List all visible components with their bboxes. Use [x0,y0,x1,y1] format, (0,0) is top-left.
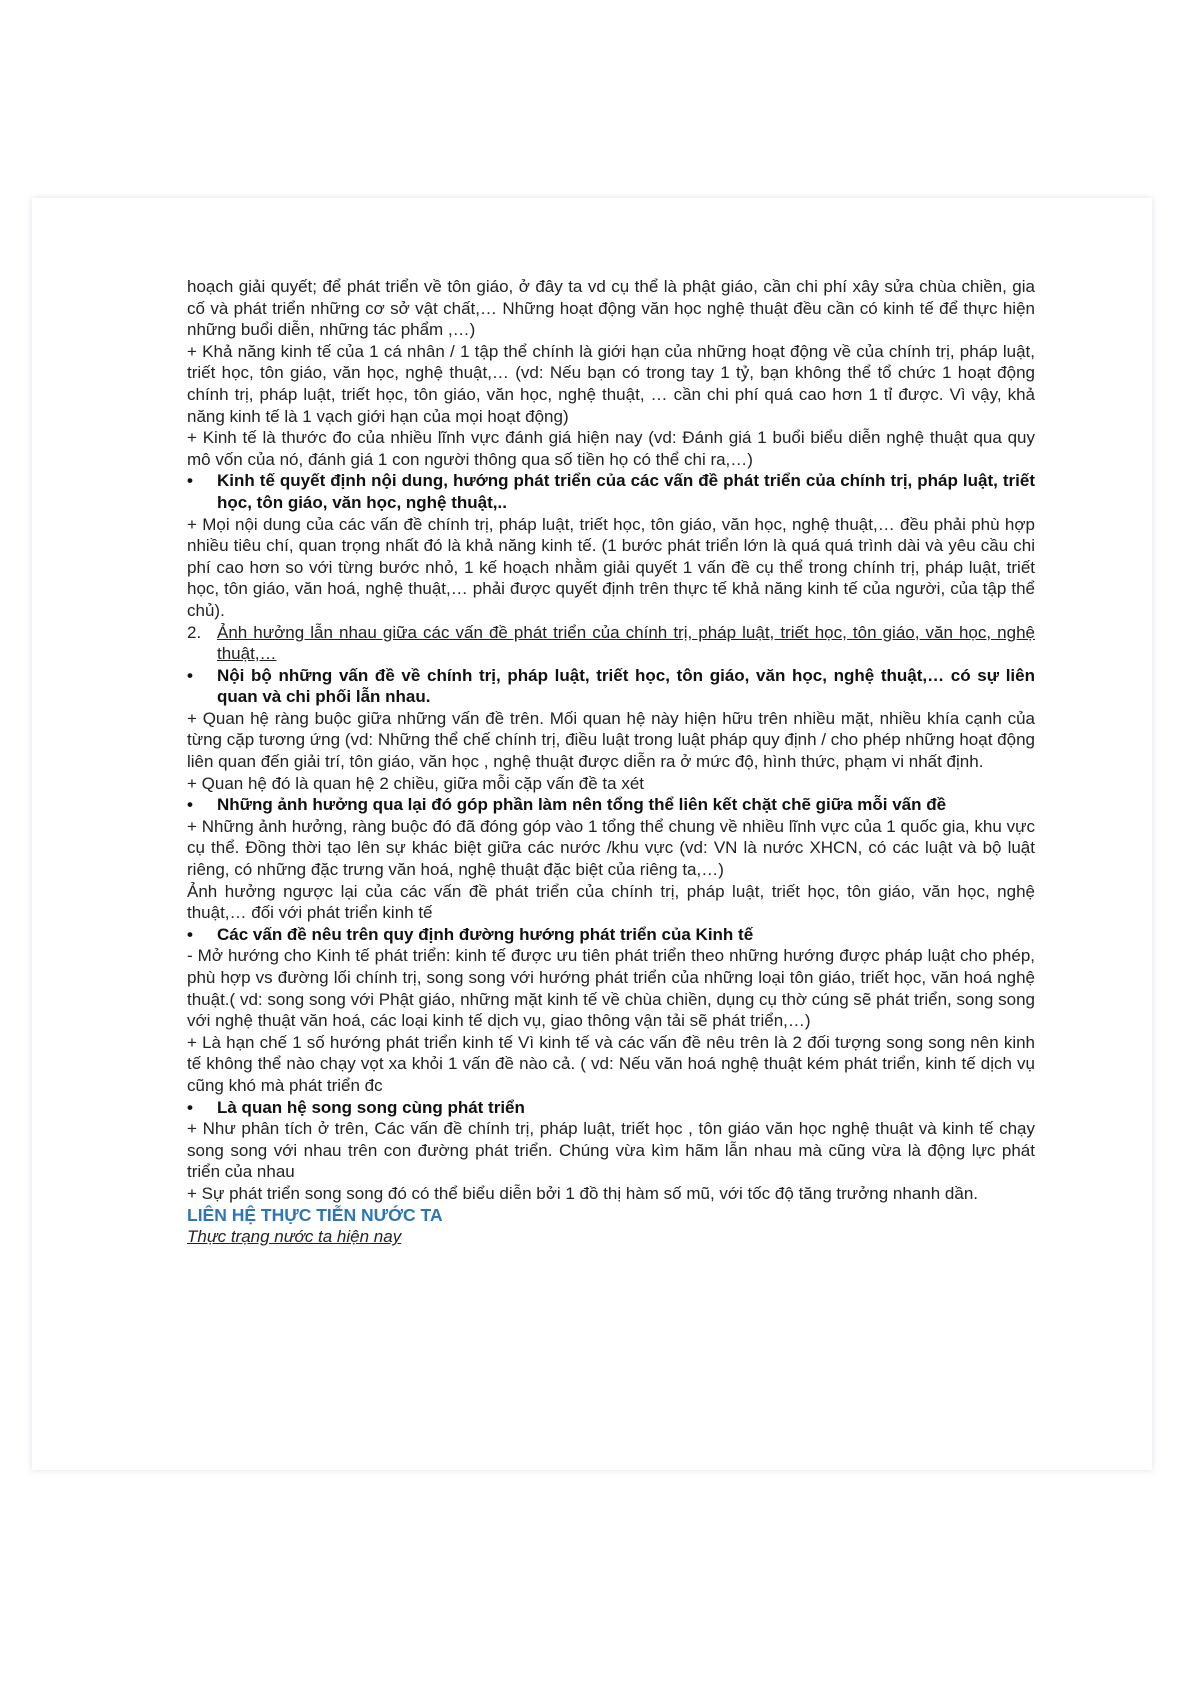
document-page [32,198,1152,1470]
bullet-marker: • [187,471,193,491]
body-paragraph: + Sự phát triển song song đó có thể biểu diễn bởi 1 đồ thị hàm số mũ, với tốc độ tăng trưởng nhanh dần. [187,1183,979,1203]
body-paragraph: + Quan hệ ràng buộc giữa những vấn đề trên. Mối quan hệ này hiện hữu trên nhiều mặt, nhiều khía cạnh của từng cặp tương ứng (vd: Những thể chế chính trị, điều luật trong luật pháp quy định / cho phép những hoạt động liên quan đến giải trí, tôn giáo, văn học , nghệ thuật được diễn ra ở mức độ, hình thức, phạm vi nhất định. [187,708,1035,772]
section-subheading: Thực trạng nước ta hiện nay [187,1227,402,1247]
body-paragraph: + Là hạn chế 1 số hướng phát triển kinh tế Vì kinh tế và các vấn đề nêu trên là 2 đối tượng song song nên kinh tế không thể nào chạy vọt xa khỏi 1 vấn đề nào cả. ( vd: Nếu văn hoá nghệ thuật kém phát triển, kinh tế dịch vụ cũng khó mà phát triển đc [187,1032,1035,1095]
body-paragraph: + Mọi nội dung của các vấn đề chính trị, pháp luật, triết học, tôn giáo, văn học, nghệ thuật,… đều phải phù hợp nhiều tiêu chí, quan trọng nhất đó là khả năng kinh tế. (1 bước phát triển lớn là quá quá trình dài và yêu cầu chi phí cao hơn so với từng bước nhỏ, 1 kế hoạch nhằm giải quyết 1 vấn đề cụ thể trong chính trị, pháp luật, triết học, tôn giáo, văn hoá, nghệ thuật,… phải được quyết định trên thực tế khả năng kinh tế của người, của tập thể chủ). [187,514,1035,620]
bullet-text: Nội bộ những vấn đề về chính trị, pháp luật, triết học, tôn giáo, văn học, nghệ thuật,… có sự liên quan và chi phối lẫn nhau. [217,665,1035,707]
bullet-item [187,470,1035,513]
bullet-item [187,794,1035,816]
body-paragraph: + Những ảnh hưởng, ràng buộc đó đã đóng góp vào 1 tổng thể chung về nhiều lĩnh vực của 1 quốc gia, khu vực cụ thể. Đồng thời tạo lên sự khác biệt giữa các nước /khu vực (vd: VN là nước XHCN, có các luật và bộ luật riêng, có những đặc trưng văn hoá, nghệ thuật đặc biệt của riêng ta,…) [187,816,1035,880]
body-paragraph: + Kinh tế là thước đo của nhiều lĩnh vực đánh giá hiện nay (vd: Đánh giá 1 buổi biểu diễn nghệ thuật qua quy mô vốn của nó, đánh giá 1 con người thông qua số tiền họ có thể chi ra,…) [187,428,1035,469]
bullet-marker: • [187,1097,193,1117]
list-number: 2. [187,622,202,642]
bullet-item [187,924,1035,946]
page-content [187,276,1035,1248]
numbered-heading [187,622,1035,665]
bullet-marker: • [187,795,193,815]
body-paragraph: + Quan hệ đó là quan hệ 2 chiều, giữa mỗi cặp vấn đề ta xét [187,773,644,793]
body-paragraph: - Mở hướng cho Kinh tế phát triển: kinh tế được ưu tiên phát triển theo những hướng được pháp luật cho phép, phù hợp vs đường lối chính trị, song song với hướng phát triển của những loại tôn giáo, triết học, văn hoá nghệ thuật.( vd: song song với Phật giáo, những mặt kinh tế về chùa chiền, dụng cụ thờ cúng sẽ phát triển, song song với nghệ thuật văn hoá, các loại kinh tế dịch vụ, giao thông vận tải sẽ phát triển,…) [187,946,1035,1031]
bullet-text: Kinh tế quyết định nội dung, hướng phát triển của các vấn đề phát triển của chính trị, pháp luật, triết học, tôn giáo, văn học, nghệ thuật,.. [217,471,1035,512]
bullet-marker: • [187,924,193,944]
bullet-text: Là quan hệ song song cùng phát triển [217,1097,525,1117]
section-heading: LIÊN HỆ THỰC TIỄN NƯỚC TA [187,1204,443,1225]
bullet-marker: • [187,665,193,685]
body-paragraph: Ảnh hưởng ngược lại của các vấn đề phát triển của chính trị, pháp luật, triết học, tôn giáo, văn học, nghệ thuật,… đối với phát triển kinh tế [187,881,1035,923]
body-paragraph: + Khả năng kinh tế của 1 cá nhân / 1 tập thể chính là giới hạn của những hoạt động về của chính trị, pháp luật, triết học, tôn giáo, văn học, nghệ thuật,… (vd: Nếu bạn có trong tay 1 tỷ, bạn không thể tổ chức 1 hoạt động chính trị, pháp luật, triết học, tôn giáo, văn học, nghệ thuật, … cần chi phí quá cao hơn 1 tỉ được. Vì vậy, khả năng kinh tế là 1 vạch giới hạn của mọi hoạt động) [187,341,1035,426]
bullet-item [187,665,1035,708]
body-paragraph: hoạch giải quyết; để phát triển về tôn giáo, ở đây ta vd cụ thể là phật giáo, cần chi phí xây sửa chùa chiền, gia cố và phát triển những cơ sở vật chất,… Những hoạt động văn học nghệ thuật đều cần có kinh tế để thực hiện những buổi diễn, những tác phẩm ,…) [187,277,1035,340]
numbered-heading-text: Ảnh hưởng lẫn nhau giữa các vấn đề phát triển của chính trị, pháp luật, triết học, tôn giáo, văn học, nghệ thuật,… [217,622,1035,664]
bullet-text: Các vấn đề nêu trên quy định đường hướng phát triển của Kinh tế [217,924,754,944]
bullet-item [187,1097,1035,1119]
bullet-text: Những ảnh hưởng qua lại đó góp phần làm nên tổng thể liên kết chặt chẽ giữa mỗi vấn đề [217,795,947,815]
body-paragraph: + Như phân tích ở trên, Các vấn đề chính trị, pháp luật, triết học , tôn giáo văn học nghệ thuật và kinh tế chạy song song với nhau trên con đường phát triển. Chúng vừa kìm hãm lẫn nhau mà cũng vừa là động lực phát triển của nhau [187,1119,1035,1182]
